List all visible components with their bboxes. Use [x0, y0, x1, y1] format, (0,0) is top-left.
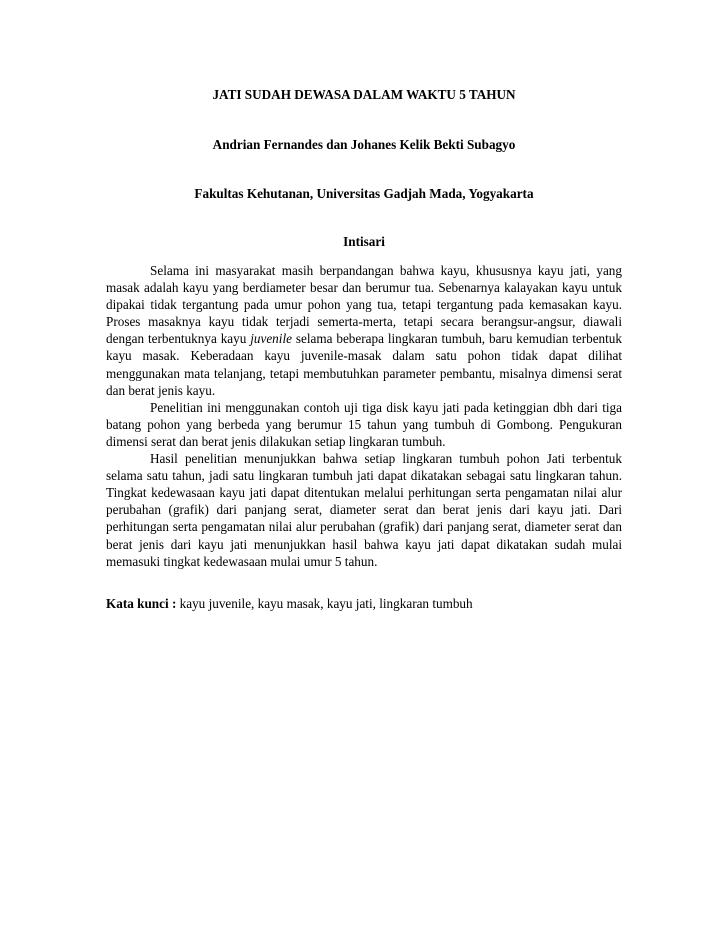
abstract-paragraph-1-text-a: Selama ini masyarakat masih berpandangan bahwa kayu, khususnya kayu jati, yang masak adalah kayu yang berdiameter besar dan berumur tua. Sebenarnya kalayakan kayu untuk dipakai tidak tergantung pada umur pohon yang tua, tetapi tergantung pada kemasakan kayu. Proses masaknya kayu tidak terjadi semerta-merta, tetapi secara berangsur-angsur, diawali dengan terbentuknya kayu [106, 263, 622, 347]
keywords-text: kayu juvenile, kayu masak, kayu jati, lingkaran tumbuh [179, 596, 473, 611]
abstract-paragraph-1-italic-term: juvenile [250, 331, 292, 347]
abstract-heading: Intisari [343, 234, 385, 249]
abstract-body [106, 262, 622, 570]
keywords-label: Kata kunci : [106, 596, 177, 611]
authors-line: Andrian Fernandes dan Johanes Kelik Bekti Subagyo [212, 137, 516, 152]
abstract-paragraph-3: Hasil penelitian menunjukkan bahwa setiap lingkaran tumbuh pohon Jati terbentuk selama satu tahun, jadi satu lingkaran tumbuh jati dapat dikatakan sebagai satu lingkaran tahun. Tingkat kedewasaan kayu jati dapat ditentukan melalui perhitungan serta pengamatan nilai alur perubahan (grafik) dari panjang serat, diameter serat dan berat jenis dari kayu jati. Dari perhitungan serta pengamatan nilai alur perubahan (grafik) dari panjang serat, diameter serat dan berat jenis dari kayu jati menunjukkan hasil bahwa kayu jati dapat dikatakan sudah mulai memasuki tingkat kedewasaan mulai umur 5 tahun. [106, 451, 622, 569]
abstract-paragraph-1-text-b: selama beberapa lingkaran tumbuh, baru kemudian terbentuk kayu masak. Keberadaan kayu juvenile-masak dalam satu pohon tidak dapat dilihat menggunakan mata telanjang, tetapi membutuhkan parameter pembantu, misalnya dimensi serat dan berat jenis kayu. [106, 331, 622, 398]
abstract-paragraph-2: Penelitian ini menggunakan contoh uji tiga disk kayu jati pada ketinggian dbh dari tiga batang pohon yang berbeda yang berumur 15 tahun yang tumbuh di Gombong. Pengukuran dimensi serat dan berat jenis dilakukan setiap lingkaran tumbuh. [106, 399, 622, 449]
paper-title: JATI SUDAH DEWASA DALAM WAKTU 5 TAHUN [212, 87, 516, 102]
keywords-line [106, 595, 622, 612]
affiliation-line: Fakultas Kehutanan, Universitas Gadjah Mada, Yogyakarta [194, 186, 534, 201]
abstract-paragraph-1 [106, 262, 622, 399]
